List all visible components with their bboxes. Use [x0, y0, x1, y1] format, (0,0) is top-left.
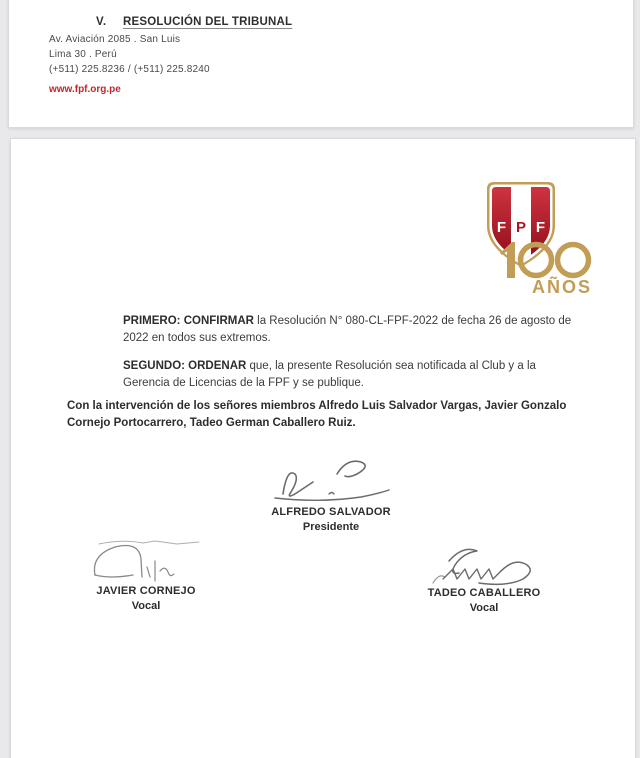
shield-letter-f-right: F — [535, 219, 546, 236]
phone-line: (+511) 225.8236 / (+511) 225.8240 — [49, 64, 210, 75]
signature-role: Presidente — [302, 521, 360, 533]
website-link[interactable]: www.fpf.org.pe — [49, 84, 121, 95]
primero-label: PRIMERO: CONFIRMAR — [123, 315, 254, 327]
signature-role: Vocal — [131, 600, 161, 612]
signature-name: ALFREDO SALVADOR — [271, 506, 391, 518]
fpf-100-anos-logo — [477, 181, 595, 295]
paragraph-intervencion: Con la intervención de los señores miembros Alfredo Luis Salvador Vargas, Javier Gonzalo Cornejo Portocarrero, Tadeo German Caballero Ruiz. — [67, 400, 567, 429]
primero-text: la Resolución N° 080-CL-FPF-2022 de fecha 26 de agosto de 2022 en todos sus extremos. — [123, 315, 572, 344]
paragraph-segundo — [123, 358, 578, 392]
document-page-1 — [8, 0, 634, 128]
segundo-text: que, la presente Resolución sea notificada al Club y a la Gerencia de Licencias de la FPF y se publique. — [123, 360, 536, 389]
shield-letter-p: P — [515, 219, 527, 236]
section-heading — [96, 16, 292, 28]
section-title: RESOLUCIÓN DEL TRIBUNAL — [123, 16, 293, 28]
signature-scribble-vocal-right — [419, 543, 549, 587]
signature-scribble-presidente — [261, 454, 401, 506]
signature-scribble-vocal-left — [81, 537, 211, 585]
fpf-shield-icon — [477, 181, 595, 295]
signature-name: JAVIER CORNEJO — [96, 585, 196, 597]
address-line-2: Lima 30 . Perú — [49, 49, 117, 60]
signature-block-presidente — [241, 454, 421, 533]
segundo-label: SEGUNDO: ORDENAR — [123, 360, 247, 372]
anos-label: AÑOS — [531, 277, 592, 295]
shield-letter-f-left: F — [496, 219, 507, 236]
anniversary-100-icon — [500, 242, 589, 278]
address-line-1: Av. Aviación 2085 . San Luis — [49, 34, 181, 45]
section-number: V. — [96, 16, 107, 28]
signature-block-vocal-right — [399, 543, 569, 614]
paragraph-primero — [123, 313, 578, 347]
signature-block-vocal-left — [61, 537, 231, 612]
signature-name: TADEO CABALLERO — [427, 587, 541, 599]
signature-role: Vocal — [469, 602, 499, 614]
document-page-2 — [10, 138, 636, 758]
